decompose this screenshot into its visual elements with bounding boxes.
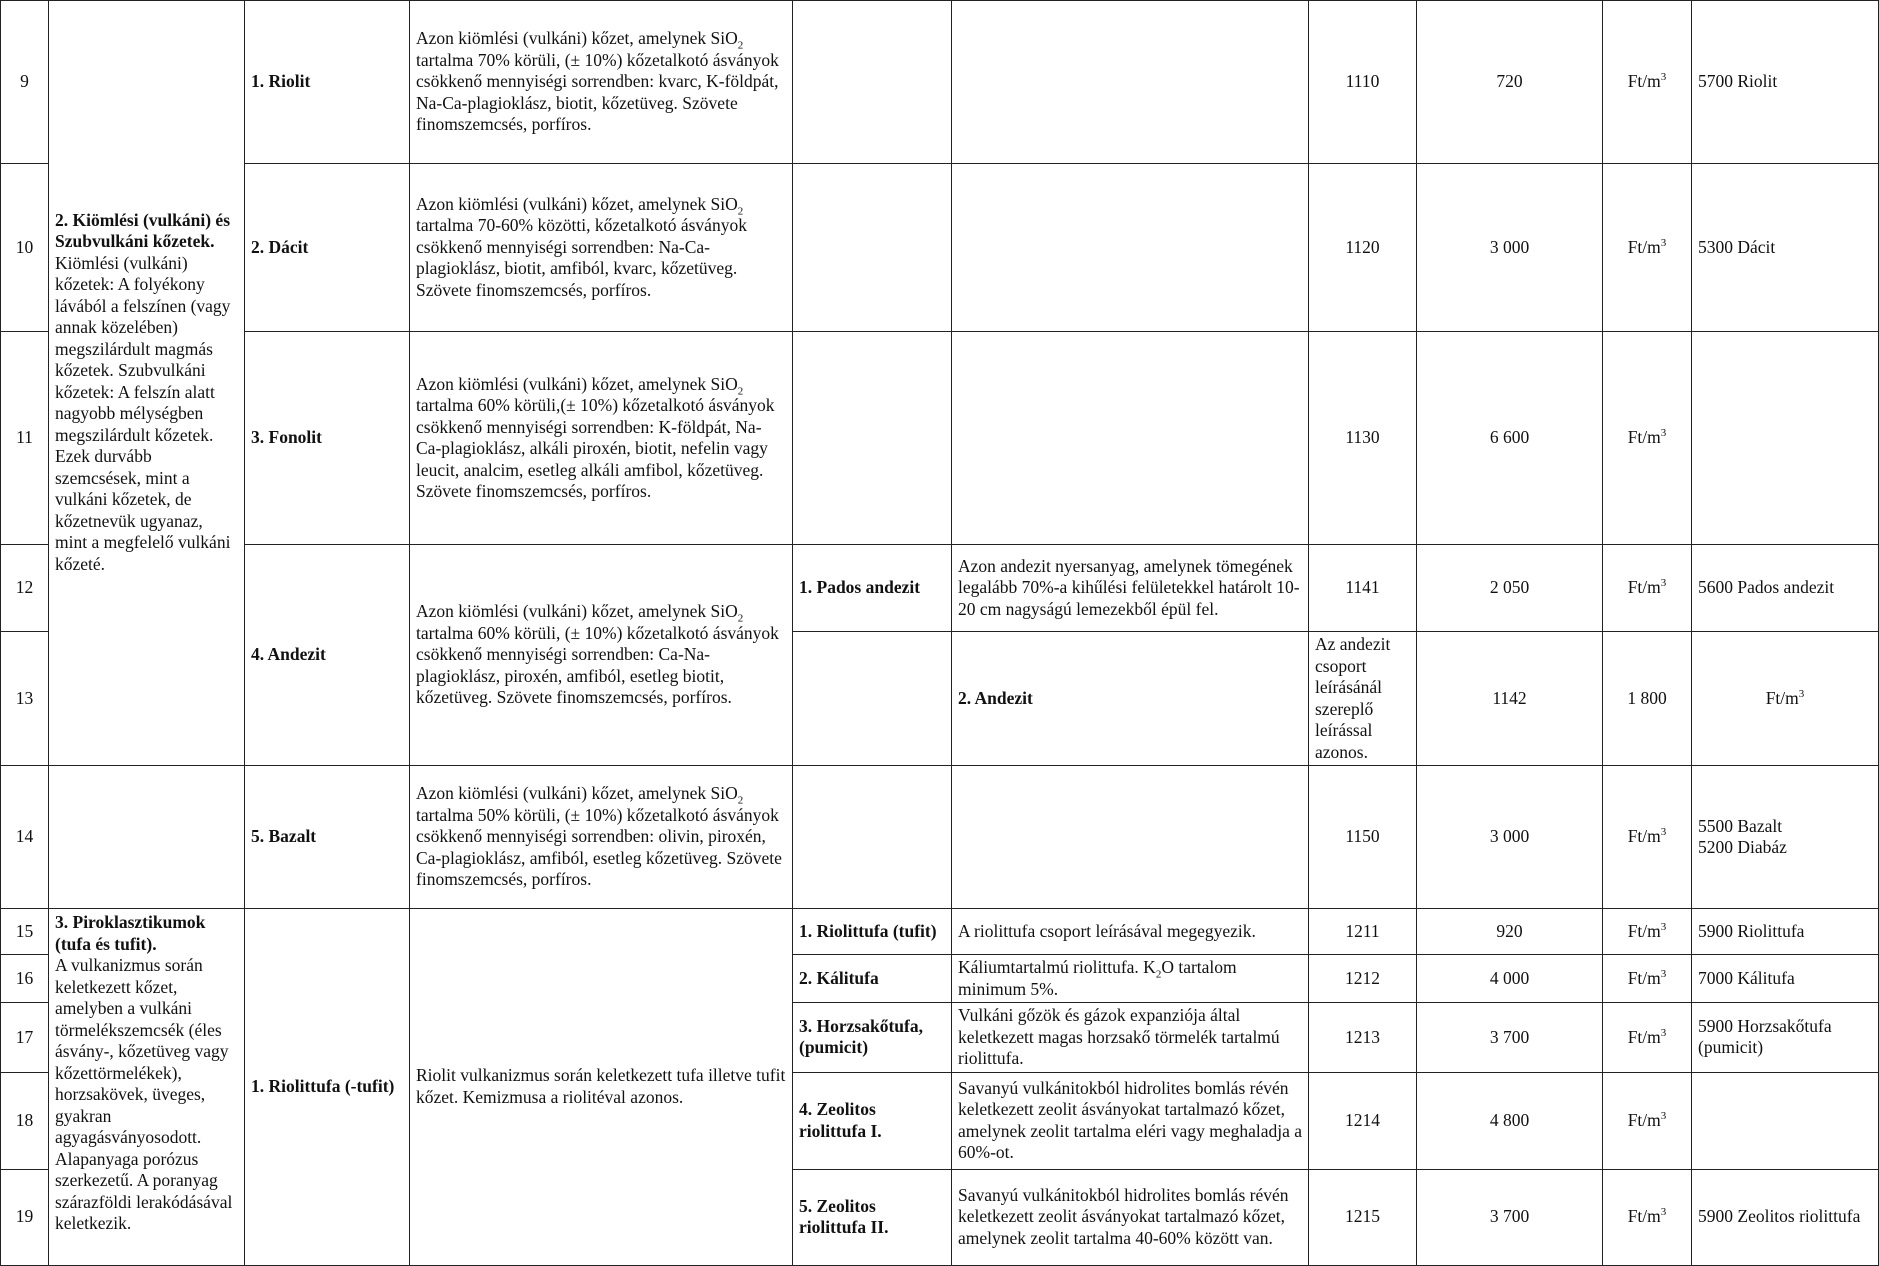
subsub-description: Azon andezit nyersanyag, amelynek tömegének legalább 70%-a kihűlési felületekkel határolt 10-20 cm nagyságú lemezekből épül fel. — [952, 545, 1309, 632]
price: 3 000 — [1417, 164, 1603, 332]
subcategory-description: Riolit vulkanizmus során keletkezett tufa illetve tufit kőzet. Kemizmusa a riolitéval azonos. — [410, 909, 793, 1266]
price: 3 700 — [1417, 1169, 1603, 1265]
subsub-description: Az andezit csoport leírásánál szereplő leírással azonos. — [1309, 632, 1417, 766]
unit: $Ft/m^3$ — [1603, 1003, 1692, 1073]
table-row — [1, 766, 1879, 909]
unit: $Ft/m^3$ — [1692, 632, 1879, 766]
subcategory-description: Azon kiömlési (vulkáni) kőzet, amelynek SiO$_2$ tartalma 60% körüli, (± 10%) kőzetalkotó ásványok csökkenő mennyiségi sorrendben: Ca-Na-plagioklász, piroxén, amfiból, esetleg biotit, kőzetüveg. Szövete finomszemcsés, porfíros. — [410, 545, 793, 766]
subsub-name: 5. Zeolitos riolittufa II. — [793, 1169, 952, 1265]
reference: 5600 Pados andezit — [1692, 545, 1879, 632]
row-number: 9 — [1, 1, 49, 164]
subcategory-name: 5. Bazalt — [245, 766, 410, 909]
reference: 5900 Horzsakőtufa (pumicit) — [1692, 1003, 1879, 1073]
table-row — [1, 332, 1879, 545]
price: 3 000 — [1417, 766, 1603, 909]
category-3-cell — [49, 909, 245, 1266]
table-row — [1, 545, 1879, 632]
table-row — [1, 909, 1879, 955]
subsub-name: 4. Zeolitos riolittufa I. — [793, 1072, 952, 1169]
category-3-text: A vulkanizmus során keletkezett kőzet, amelyben a vulkáni törmelékszemcsék (éles ásvány-, kőzetüveg vagy kőzettörmelékek), horzsakövek, üveges, gyakran agyagásványosodott. Alapanyaga porózus szerkezetű. A poranyag szárazföldi lerakódásával keletkezik. — [55, 955, 233, 1233]
unit: $Ft/m^3$ — [1603, 955, 1692, 1003]
row-number: 17 — [1, 1003, 49, 1073]
code: 1142 — [1417, 632, 1603, 766]
price: 2 050 — [1417, 545, 1603, 632]
code: 1130 — [1309, 332, 1417, 545]
reference — [1692, 332, 1879, 545]
subsub-name: 3. Horzsakőtufa, (pumicit) — [793, 1003, 952, 1073]
row-number: 16 — [1, 955, 49, 1003]
subcategory-name: 4. Andezit — [245, 545, 410, 766]
code: 1110 — [1309, 1, 1417, 164]
subcategory-name: 1. Riolit — [245, 1, 410, 164]
code: 1141 — [1309, 545, 1417, 632]
row-number: 11 — [1, 332, 49, 545]
subsub-name: 2. Andezit — [952, 632, 1309, 766]
category-cell-empty — [49, 1, 245, 164]
subsub-name — [793, 766, 952, 909]
row-number: 14 — [1, 766, 49, 909]
table-row — [1, 1, 1879, 164]
category-2-title: 2. Kiömlési (vulkáni) és Szubvulkáni kőzetek. — [55, 209, 231, 251]
subsub-name: 1. Pados andezit — [793, 545, 952, 632]
row-number: 13 — [1, 632, 49, 766]
subcategory-description: Azon kiömlési (vulkáni) kőzet, amelynek SiO$_2$ tartalma 70-60% közötti, kőzetalkotó ásványok csökkenő mennyiségi sorrendben: Na-Ca-plagioklász, biotit, amfiból, kvarc, kőzetüveg. Szövete finomszemcsés, porfíros. — [410, 164, 793, 332]
table-row — [1, 164, 1879, 332]
row-number: 10 — [1, 164, 49, 332]
subsub-description: Savanyú vulkánitokból hidrolites bomlás révén keletkezett zeolit ásványokat tartalmazó kőzet, amelynek zeolit tartalma eléri vagy meghaladja a 60%-ot. — [952, 1072, 1309, 1169]
reference: 5300 Dácit — [1692, 164, 1879, 332]
code: 1214 — [1309, 1072, 1417, 1169]
row-number: 18 — [1, 1072, 49, 1169]
subcategory-description: Azon kiömlési (vulkáni) kőzet, amelynek SiO$_2$ tartalma 60% körüli,(± 10%) kőzetalkotó ásványok csökkenő mennyiségi sorrendben: K-földpát, Na-Ca-plagioklász, alkáli piroxén, biotit, nefelin vagy leucit, analcim, esetleg alkáli amfibol, kőzetüveg. Szövete finomszemcsés, porfíros. — [410, 332, 793, 545]
category-2-cell — [49, 164, 245, 766]
price: 4 800 — [1417, 1072, 1603, 1169]
subsub-description: Vulkáni gőzök és gázok expanziója által keletkezett magas horzsakő törmelék tartalmú riolittufa. — [952, 1003, 1309, 1073]
unit: $Ft/m^3$ — [1603, 545, 1692, 632]
subsub-name — [793, 332, 952, 545]
subsub-description: Káliumtartalmú riolittufa. $K_2O$ tartalom minimum 5%. — [952, 955, 1309, 1003]
category-cell-empty — [793, 632, 952, 766]
row-number: 19 — [1, 1169, 49, 1265]
reference: 5900 Riolittufa — [1692, 909, 1879, 955]
subsub-description — [952, 766, 1309, 909]
category-cell-empty — [49, 766, 245, 909]
subcategory-description: Azon kiömlési (vulkáni) kőzet, amelynek SiO$_2$ tartalma 50% körüli, (± 10%) kőzetalkotó ásványok csökkenő mennyiségi sorrendben: olivin, piroxén, Ca-plagioklász, amfiból, esetleg kőzetüveg. Szövete finomszemcsés, porfíros. — [410, 766, 793, 909]
unit: $Ft/m^3$ — [1603, 1072, 1692, 1169]
unit: $Ft/m^3$ — [1603, 1, 1692, 164]
price: 920 — [1417, 909, 1603, 955]
code: 1212 — [1309, 955, 1417, 1003]
code: 1120 — [1309, 164, 1417, 332]
subcategory-name: 1. Riolittufa (-tufit) — [245, 909, 410, 1266]
unit: $Ft/m^3$ — [1603, 332, 1692, 545]
unit: $Ft/m^3$ — [1603, 164, 1692, 332]
reference: 5900 Zeolitos riolittufa — [1692, 1169, 1879, 1265]
subsub-name — [793, 164, 952, 332]
subcategory-description: Azon kiömlési (vulkáni) kőzet, amelynek SiO$_2$ tartalma 70% körüli, (± 10%) kőzetalkotó ásványok csökkenő mennyiségi sorrendben: kvarc, K-földpát, Na-Ca-plagioklász, biotit, kőzetüveg. Szövete finomszemcsés, porfíros. — [410, 1, 793, 164]
code: 1215 — [1309, 1169, 1417, 1265]
row-number: 12 — [1, 545, 49, 632]
reference: 7000 Kálitufa — [1692, 955, 1879, 1003]
reference — [1692, 1072, 1879, 1169]
subsub-name: 1. Riolittufa (tufit) — [793, 909, 952, 955]
subsub-description: A riolittufa csoport leírásával megegyezik. — [952, 909, 1309, 955]
row-number: 15 — [1, 909, 49, 955]
code: 1150 — [1309, 766, 1417, 909]
price: 6 600 — [1417, 332, 1603, 545]
subsub-name: 2. Kálitufa — [793, 955, 952, 1003]
unit: $Ft/m^3$ — [1603, 766, 1692, 909]
unit: $Ft/m^3$ — [1603, 1169, 1692, 1265]
reference: 5700 Riolit — [1692, 1, 1879, 164]
category-2-text: Kiömlési (vulkáni) kőzetek: A folyékony lávából a felszínen (vagy annak közelében) megszilárdult magmás kőzetek. Szubvulkáni kőzetek: A felszín alatt nagyobb mélységben megszilárdult kőzetek. Ezek durvább szemcsések, mint a vulkáni kőzetek, de kőzetnevük ugyanaz, mint a megfelelő vulkáni kőzeté. — [55, 252, 231, 574]
price: 3 700 — [1417, 1003, 1603, 1073]
subcategory-name: 3. Fonolit — [245, 332, 410, 545]
subsub-description: Savanyú vulkánitokból hidrolites bomlás révén keletkezett zeolit ásványokat tartalmazó kőzet, amelynek zeolit tartalma 40-60% között van. — [952, 1169, 1309, 1265]
reference: 5500 Bazalt 5200 Diabáz — [1692, 766, 1879, 909]
subsub-description — [952, 1, 1309, 164]
price: 720 — [1417, 1, 1603, 164]
subsub-description — [952, 332, 1309, 545]
code: 1211 — [1309, 909, 1417, 955]
code: 1213 — [1309, 1003, 1417, 1073]
price: 1 800 — [1603, 632, 1692, 766]
category-3-title: 3. Piroklasztikumok (tufa és tufit). — [55, 912, 206, 954]
subcategory-name: 2. Dácit — [245, 164, 410, 332]
unit: $Ft/m^3$ — [1603, 909, 1692, 955]
subsub-description — [952, 164, 1309, 332]
price: 4 000 — [1417, 955, 1603, 1003]
subsub-name — [793, 1, 952, 164]
